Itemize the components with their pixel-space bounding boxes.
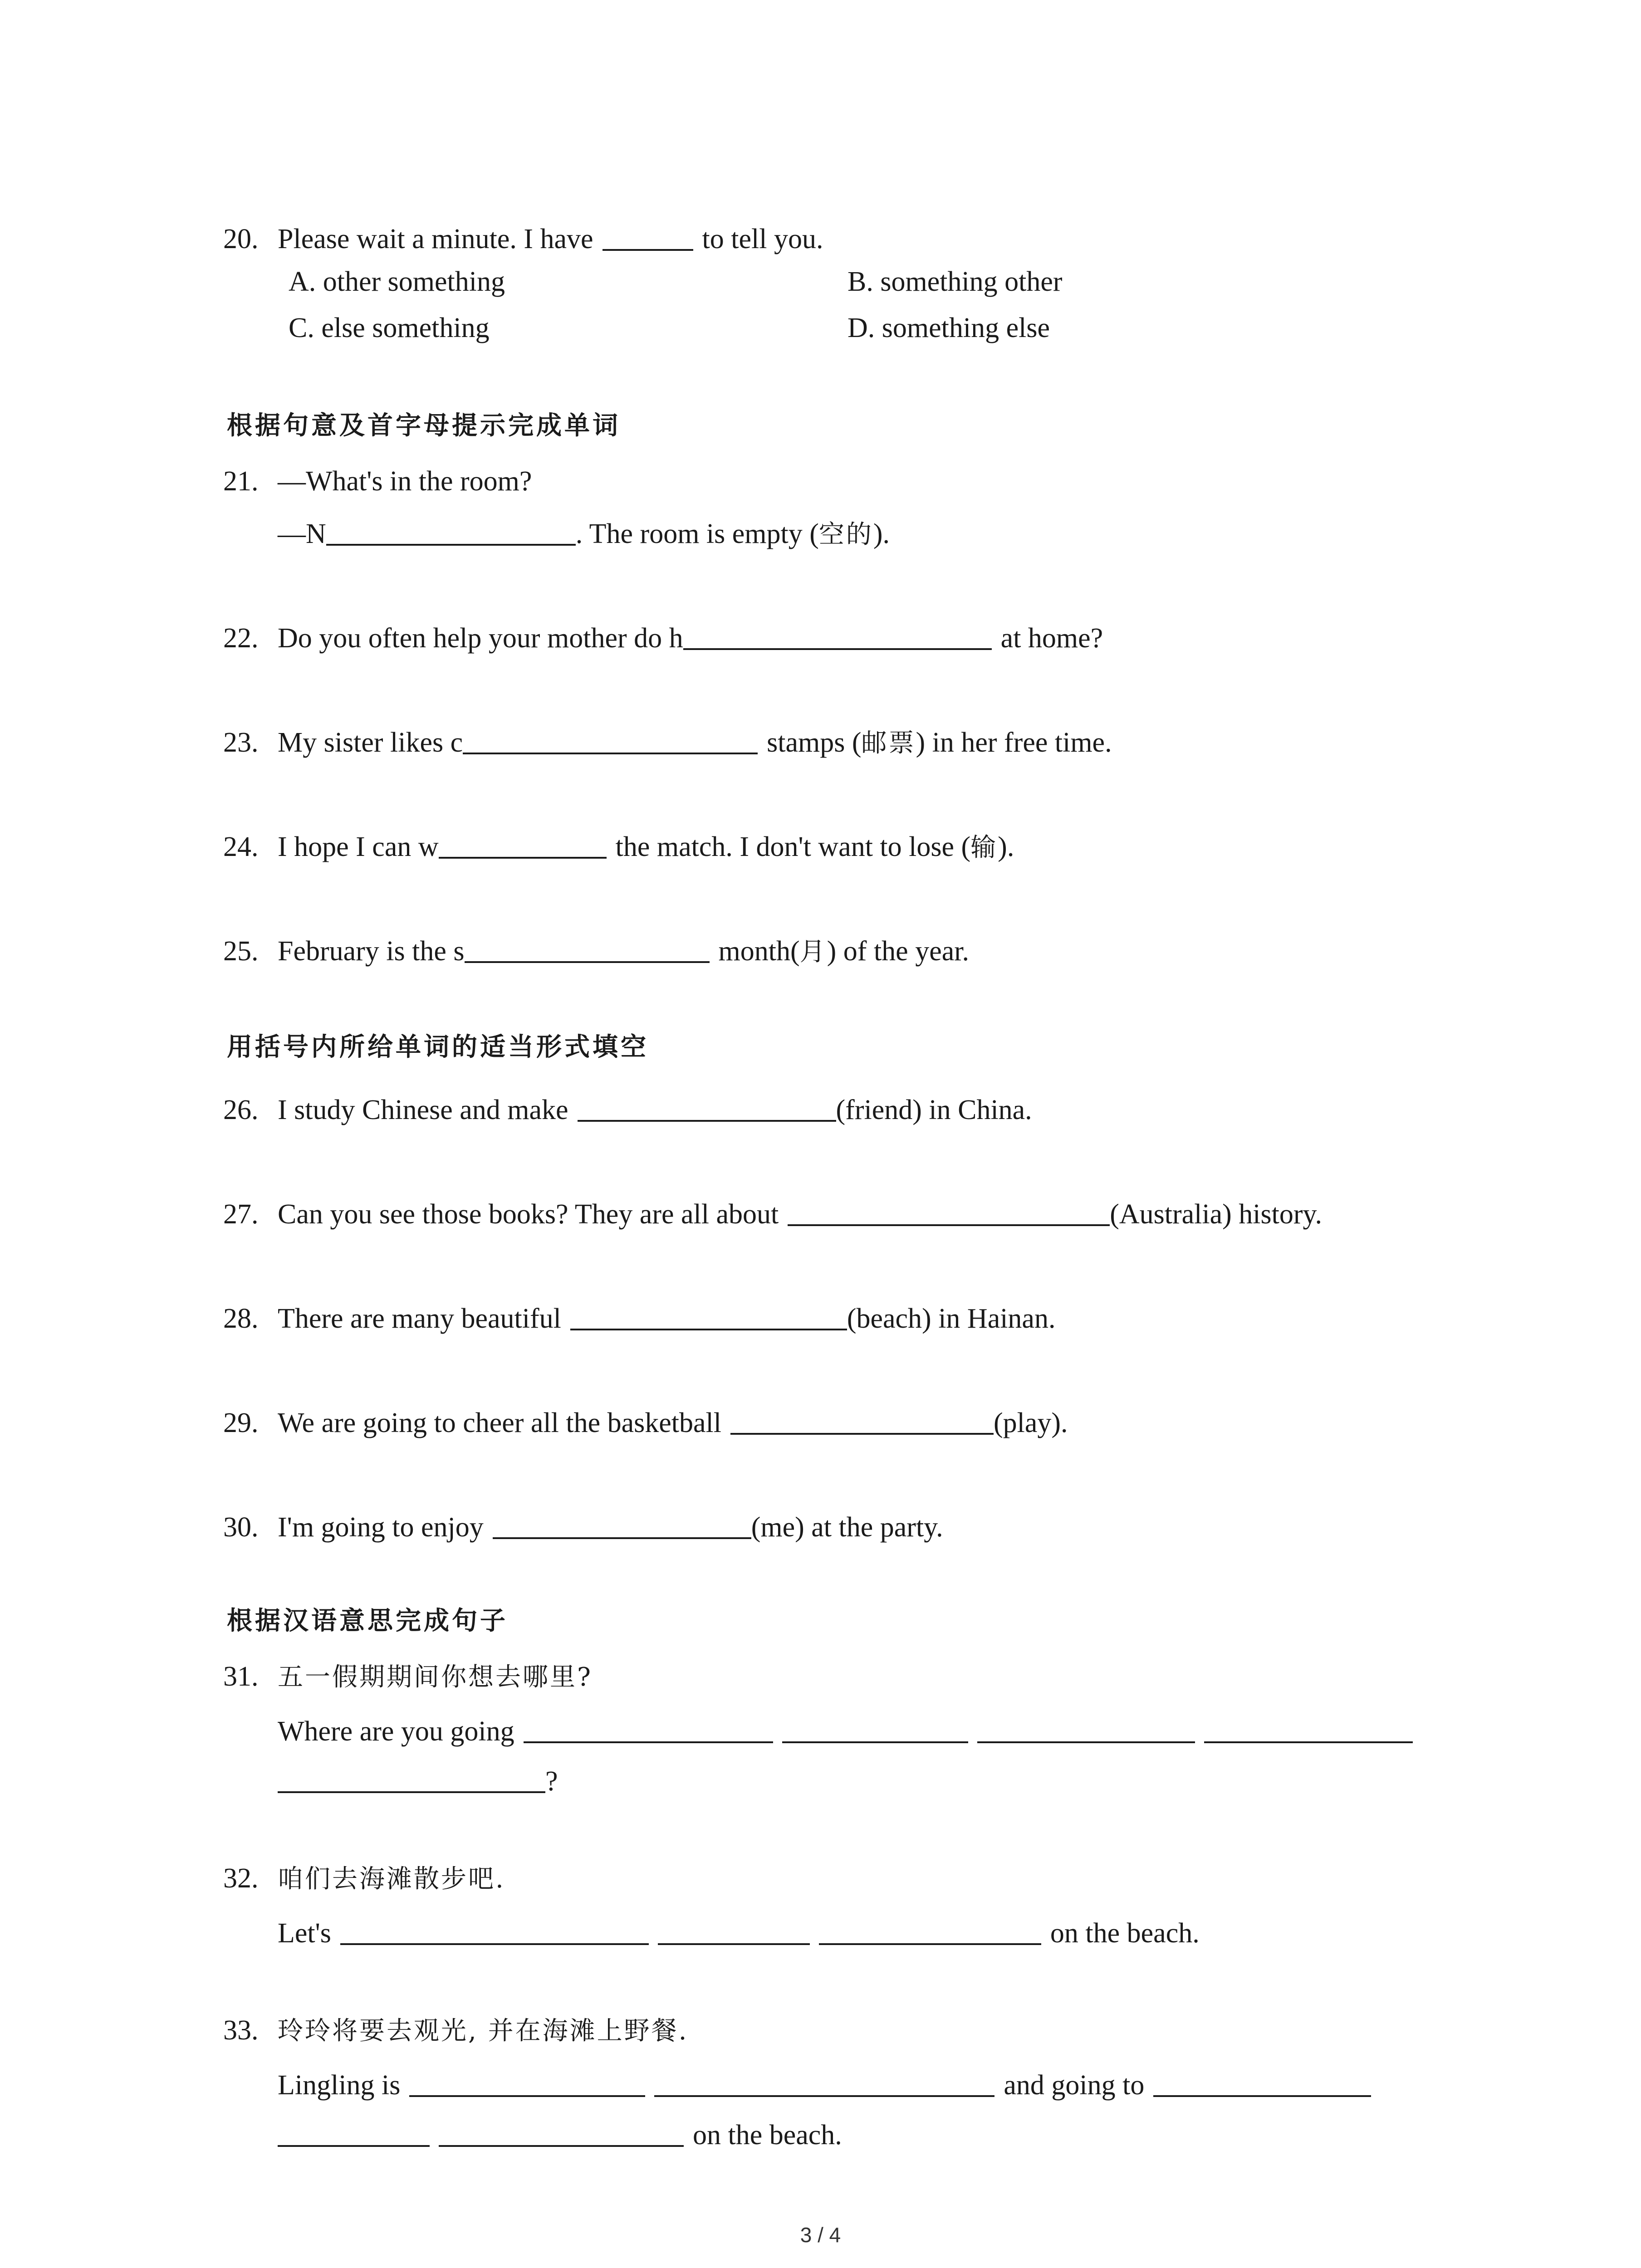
question-stem: February is the s (278, 935, 465, 967)
answer-blank[interactable] (603, 222, 693, 251)
question-stem: Please wait a minute. I have (278, 223, 593, 254)
question-22 (223, 621, 1103, 652)
question-stem-end: stamps ( (767, 727, 862, 758)
question-number: 28. (223, 1303, 259, 1334)
option-d[interactable]: D. something else (847, 313, 1050, 343)
question-number: 20. (223, 223, 259, 254)
question-27 (223, 1198, 1322, 1228)
question-stem-end-2: ). (998, 831, 1014, 862)
question-29 (223, 1406, 1068, 1437)
question-stem-end: (Australia) history. (1110, 1198, 1322, 1230)
answer-blank[interactable] (439, 2118, 684, 2147)
answer-blank[interactable] (683, 621, 992, 650)
question-stem-end: (play). (993, 1407, 1068, 1438)
section-heading-initial-letter: 根据句意及首字母提示完成单词 (227, 411, 621, 440)
question-stem: —What's in the room? (278, 466, 532, 497)
question-32 (223, 1864, 505, 1892)
question-24 (223, 830, 1014, 861)
sentence-text: . The room is empty ( (575, 518, 819, 549)
question-stem: I hope I can w (278, 831, 439, 862)
answer-blank[interactable] (578, 1093, 836, 1122)
answer-blank[interactable] (409, 2068, 645, 2097)
sentence-text: Where are you going (278, 1716, 514, 1747)
question-number: 24. (223, 831, 259, 862)
question-stem-end: month( (718, 935, 800, 967)
chinese-prompt: 玲玲将要去观光, 并在海滩上野餐. (278, 2016, 689, 2046)
question-30 (223, 1510, 943, 1541)
answer-blank[interactable] (493, 1510, 751, 1539)
answer-blank[interactable] (730, 1406, 994, 1435)
question-31 (223, 1662, 593, 1691)
question-stem: We are going to cheer all the basketball (278, 1407, 721, 1438)
question-21 (223, 467, 532, 495)
question-stem-end: at home? (1000, 622, 1103, 654)
question-stem: Do you often help your mother do h (278, 622, 683, 654)
question-stem: Can you see those books? They are all about (278, 1198, 779, 1230)
question-number: 27. (223, 1198, 259, 1230)
sentence-end: on the beach. (693, 2119, 842, 2151)
sentence-text: Lingling is (278, 2069, 401, 2101)
question-25 (223, 934, 969, 965)
question-stem-end: (beach) in Hainan. (847, 1303, 1056, 1334)
question-number: 33. (223, 2015, 259, 2046)
chinese-gloss: 空的 (818, 519, 873, 549)
answer-blank[interactable] (1153, 2068, 1371, 2097)
question-26 (223, 1093, 1032, 1124)
question-stem: I'm going to enjoy (278, 1511, 484, 1543)
question-33-answer-line-2 (278, 2118, 842, 2149)
answer-blank[interactable] (570, 1302, 847, 1330)
question-number: 25. (223, 935, 259, 967)
option-b[interactable]: B. something other (847, 266, 1063, 297)
chinese-prompt: 咱们去海滩散步吧. (278, 1864, 505, 1894)
question-number: 22. (223, 622, 259, 654)
question-number: 26. (223, 1094, 259, 1125)
answer-blank[interactable] (463, 726, 758, 754)
question-stem-end: the match. I don't want to lose ( (615, 831, 971, 862)
answer-blank[interactable] (977, 1715, 1195, 1743)
answer-blank[interactable] (340, 1916, 649, 1945)
question-number: 29. (223, 1407, 259, 1438)
question-number: 21. (223, 466, 259, 497)
section-heading-word-forms: 用括号内所给单词的适当形式填空 (227, 1032, 649, 1062)
question-stem-end-2: ) of the year. (827, 935, 969, 967)
question-21-answer-line (278, 517, 890, 548)
sentence-end: on the beach. (1050, 1917, 1200, 1949)
question-number: 23. (223, 727, 259, 758)
chinese-gloss: 月 (799, 937, 827, 967)
question-stem-end: (friend) in China. (836, 1094, 1032, 1125)
question-stem: There are many beautiful (278, 1303, 561, 1334)
section-heading-translation: 根据汉语意思完成句子 (227, 1606, 508, 1636)
answer-blank[interactable] (1204, 1715, 1413, 1743)
answer-blank[interactable] (439, 830, 607, 859)
chinese-gloss: 输 (970, 832, 998, 862)
option-a[interactable]: A. other something (289, 266, 505, 297)
answer-blank[interactable] (654, 2068, 994, 2097)
answer-blank[interactable] (278, 2118, 430, 2147)
answer-blank[interactable] (658, 1916, 810, 1945)
question-32-answer-line (278, 1916, 1200, 1947)
question-number: 30. (223, 1511, 259, 1543)
sentence-end: ? (545, 1765, 558, 1797)
chinese-prompt: 五一假期期间你想去哪里? (278, 1662, 593, 1692)
initial-letter: —N (278, 518, 326, 549)
sentence-end: ). (873, 518, 890, 549)
question-31-answer-line-2 (278, 1765, 558, 1795)
question-stem-end: (me) at the party. (751, 1511, 943, 1543)
question-33 (223, 2016, 688, 2044)
question-23 (223, 726, 1112, 757)
answer-blank[interactable] (788, 1198, 1110, 1226)
page-number: 3 / 4 (800, 2223, 841, 2247)
question-31-answer-line (278, 1715, 1413, 1745)
question-stem-end: to tell you. (702, 223, 823, 254)
option-c[interactable]: C. else something (289, 313, 490, 343)
answer-blank[interactable] (278, 1765, 545, 1793)
answer-blank[interactable] (465, 934, 710, 963)
question-33-answer-line (278, 2068, 1371, 2099)
question-number: 31. (223, 1661, 259, 1692)
question-28 (223, 1302, 1055, 1333)
question-number: 32. (223, 1863, 259, 1894)
chinese-gloss: 邮票 (861, 728, 916, 758)
answer-blank[interactable] (782, 1715, 968, 1743)
question-stem: I study Chinese and make (278, 1094, 568, 1125)
question-20 (223, 222, 823, 253)
sentence-text: Let's (278, 1917, 331, 1949)
answer-blank[interactable] (819, 1916, 1041, 1945)
answer-blank[interactable] (326, 517, 576, 546)
question-stem: My sister likes c (278, 727, 463, 758)
sentence-text-mid: and going to (1004, 2069, 1145, 2101)
question-stem-end-2: ) in her free time. (916, 727, 1112, 758)
answer-blank[interactable] (524, 1715, 773, 1743)
